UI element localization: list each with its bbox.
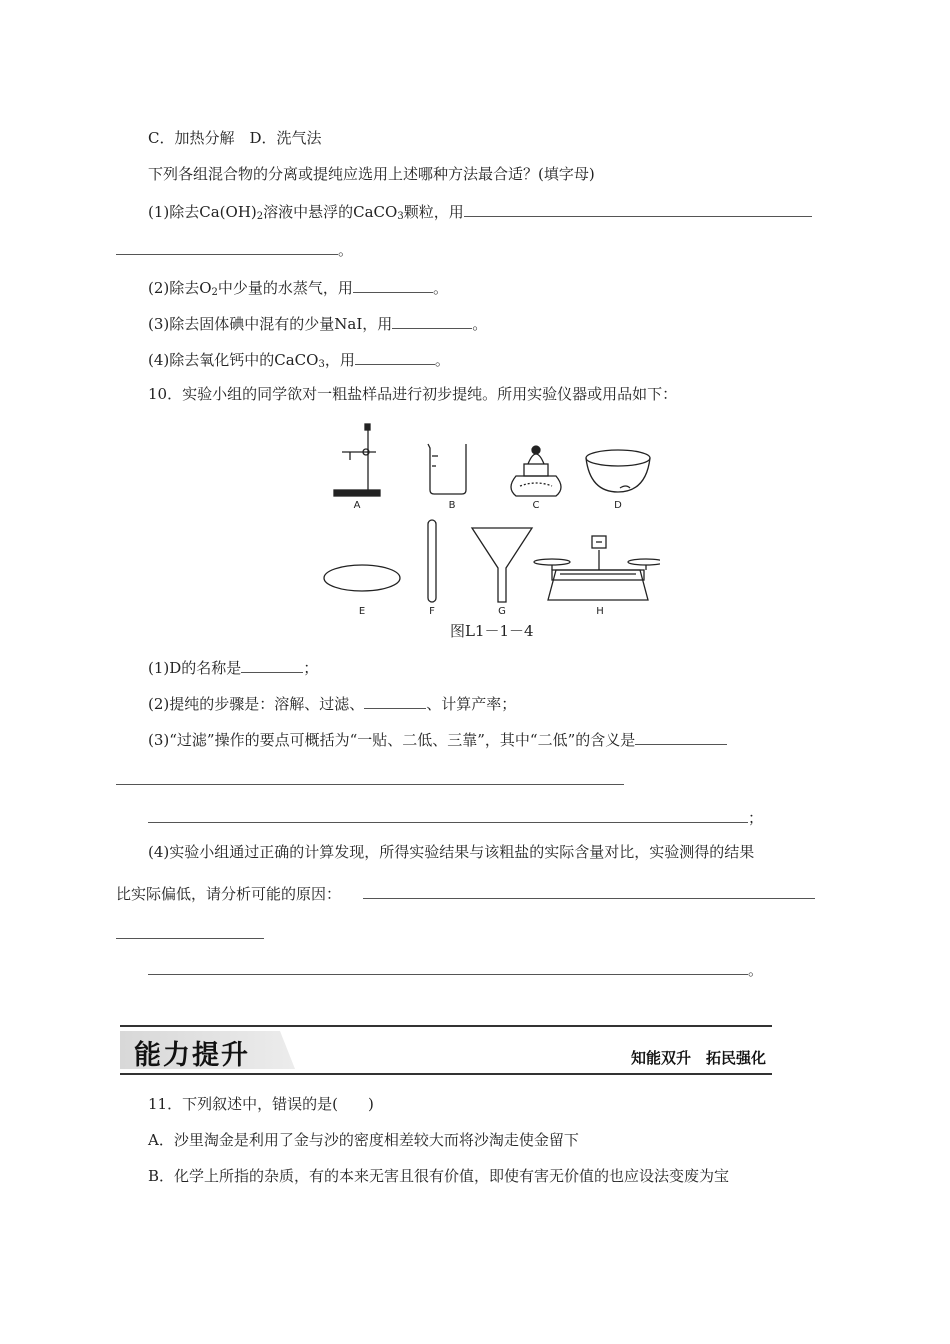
option-a: A．沙里淘金是利用了金与沙的密度相差较大而将沙淘走使金留下 <box>148 1131 579 1149</box>
item-1-sub: 2 <box>256 211 264 222</box>
beaker-icon <box>428 444 466 494</box>
option-b: B．化学上所指的杂质，有的本来无害且很有价值，即使有害无价值的也应设法变废为宝 <box>148 1167 730 1185</box>
item-2-blank[interactable] <box>353 276 433 293</box>
sub-4-blank2[interactable] <box>116 938 264 939</box>
item-3-blank[interactable] <box>392 312 472 329</box>
sub-4-blank3[interactable] <box>148 958 748 975</box>
item-2-sub: 2 <box>211 287 218 298</box>
sub-4-b: 比实际偏低，请分析可能的原因： <box>116 885 342 903</box>
sub-3-blank[interactable] <box>635 728 727 745</box>
sub-2 <box>148 692 516 714</box>
sub-3-blank2[interactable] <box>116 784 624 785</box>
label-b: B <box>448 500 456 511</box>
item-4 <box>148 348 450 375</box>
option-cd: C．加热分解 D．洗气法 <box>148 129 322 147</box>
item-3-end: 。 <box>472 315 488 333</box>
item-2-post: 中少量的水蒸气，用 <box>217 279 353 297</box>
item-3 <box>148 312 487 334</box>
item-4-pre: (4)除去氧化钙中的CaCO <box>148 351 319 369</box>
question-11: 11．下列叙述中，错误的是( ) <box>148 1095 374 1113</box>
apparatus-figure <box>320 420 660 620</box>
label-a: A <box>353 500 361 511</box>
funnel-icon <box>472 528 532 602</box>
item-1-cont <box>116 238 353 260</box>
banner-subtitle: 知能双升 拓民强化 <box>630 1049 766 1067</box>
item-1-mid: 溶液中悬浮的CaCO <box>263 203 398 221</box>
sub-3 <box>148 728 727 750</box>
section-banner <box>120 1025 772 1075</box>
sub-3-end: ； <box>748 809 764 827</box>
banner-rule-bottom <box>120 1073 772 1075</box>
sub-2-pre: (2)提纯的步骤是：溶解、过滤、 <box>148 695 365 713</box>
sub-3-pre: (3)“过滤”操作的要点可概括为“一贴、二低、三靠”，其中“二低”的含义是 <box>148 731 636 749</box>
sub-3-blank3[interactable] <box>148 806 748 823</box>
sub-4: (4)实验小组通过正确的计算发现，所得实验结果与该粗盐的实际含量对比，实验测得的结果 <box>148 843 755 861</box>
question-10: 10．实验小组的同学欲对一粗盐样品进行初步提纯。所用实验仪器或用品如下： <box>148 385 678 403</box>
sub-4-cont2 <box>148 958 763 980</box>
label-g: G <box>498 606 506 617</box>
label-e: E <box>358 606 366 617</box>
sub-1-blank[interactable] <box>241 656 303 673</box>
sub-4-cont <box>116 882 815 904</box>
evaporating-dish-icon <box>586 450 650 492</box>
label-f: F <box>429 606 435 617</box>
banner-title: 能力提升 <box>134 1040 250 1071</box>
label-d: D <box>614 500 622 511</box>
sub-4-end: 。 <box>748 961 764 979</box>
item-1-post: 颗粒，用 <box>403 203 464 221</box>
item-1-end: 。 <box>338 241 354 259</box>
item-1-pre: (1)除去Ca(OH) <box>148 203 257 221</box>
label-h: H <box>596 606 604 617</box>
sub-1-end: ； <box>303 659 319 677</box>
item-1-blank[interactable] <box>464 200 812 217</box>
sub-2-end: 、计算产率； <box>426 695 517 713</box>
iron-stand-icon <box>334 424 380 496</box>
item-2-end: 。 <box>432 279 448 297</box>
item-4-end: 。 <box>434 351 450 369</box>
item-4-blank[interactable] <box>355 348 435 365</box>
item-1 <box>148 200 812 227</box>
item-4-sub: 3 <box>318 359 325 370</box>
alcohol-lamp-icon <box>511 446 561 496</box>
sub-4-blank[interactable] <box>363 882 815 899</box>
item-3-pre: (3)除去固体碘中混有的少量NaI，用 <box>148 315 393 333</box>
glass-rod-icon <box>428 520 436 602</box>
figure-caption: 图L1－1－4 <box>450 622 534 640</box>
item-1-blank2[interactable] <box>116 238 338 255</box>
banner-rule-top <box>120 1025 772 1027</box>
item-2-pre: (2)除去O <box>148 279 212 297</box>
item-1-sub2: 3 <box>397 211 404 222</box>
sub-1-pre: (1)D的名称是 <box>148 659 242 677</box>
sub-3-cont <box>148 806 763 828</box>
question-prompt: 下列各组混合物的分离或提纯应选用上述哪种方法最合适？(填字母) <box>148 165 595 183</box>
balance-icon <box>534 536 660 600</box>
sub-1 <box>148 656 318 678</box>
filter-paper-icon <box>324 565 400 591</box>
item-2 <box>148 276 448 303</box>
sub-2-blank[interactable] <box>364 692 426 709</box>
item-4-post: ，用 <box>324 351 355 369</box>
label-c: C <box>532 500 540 511</box>
